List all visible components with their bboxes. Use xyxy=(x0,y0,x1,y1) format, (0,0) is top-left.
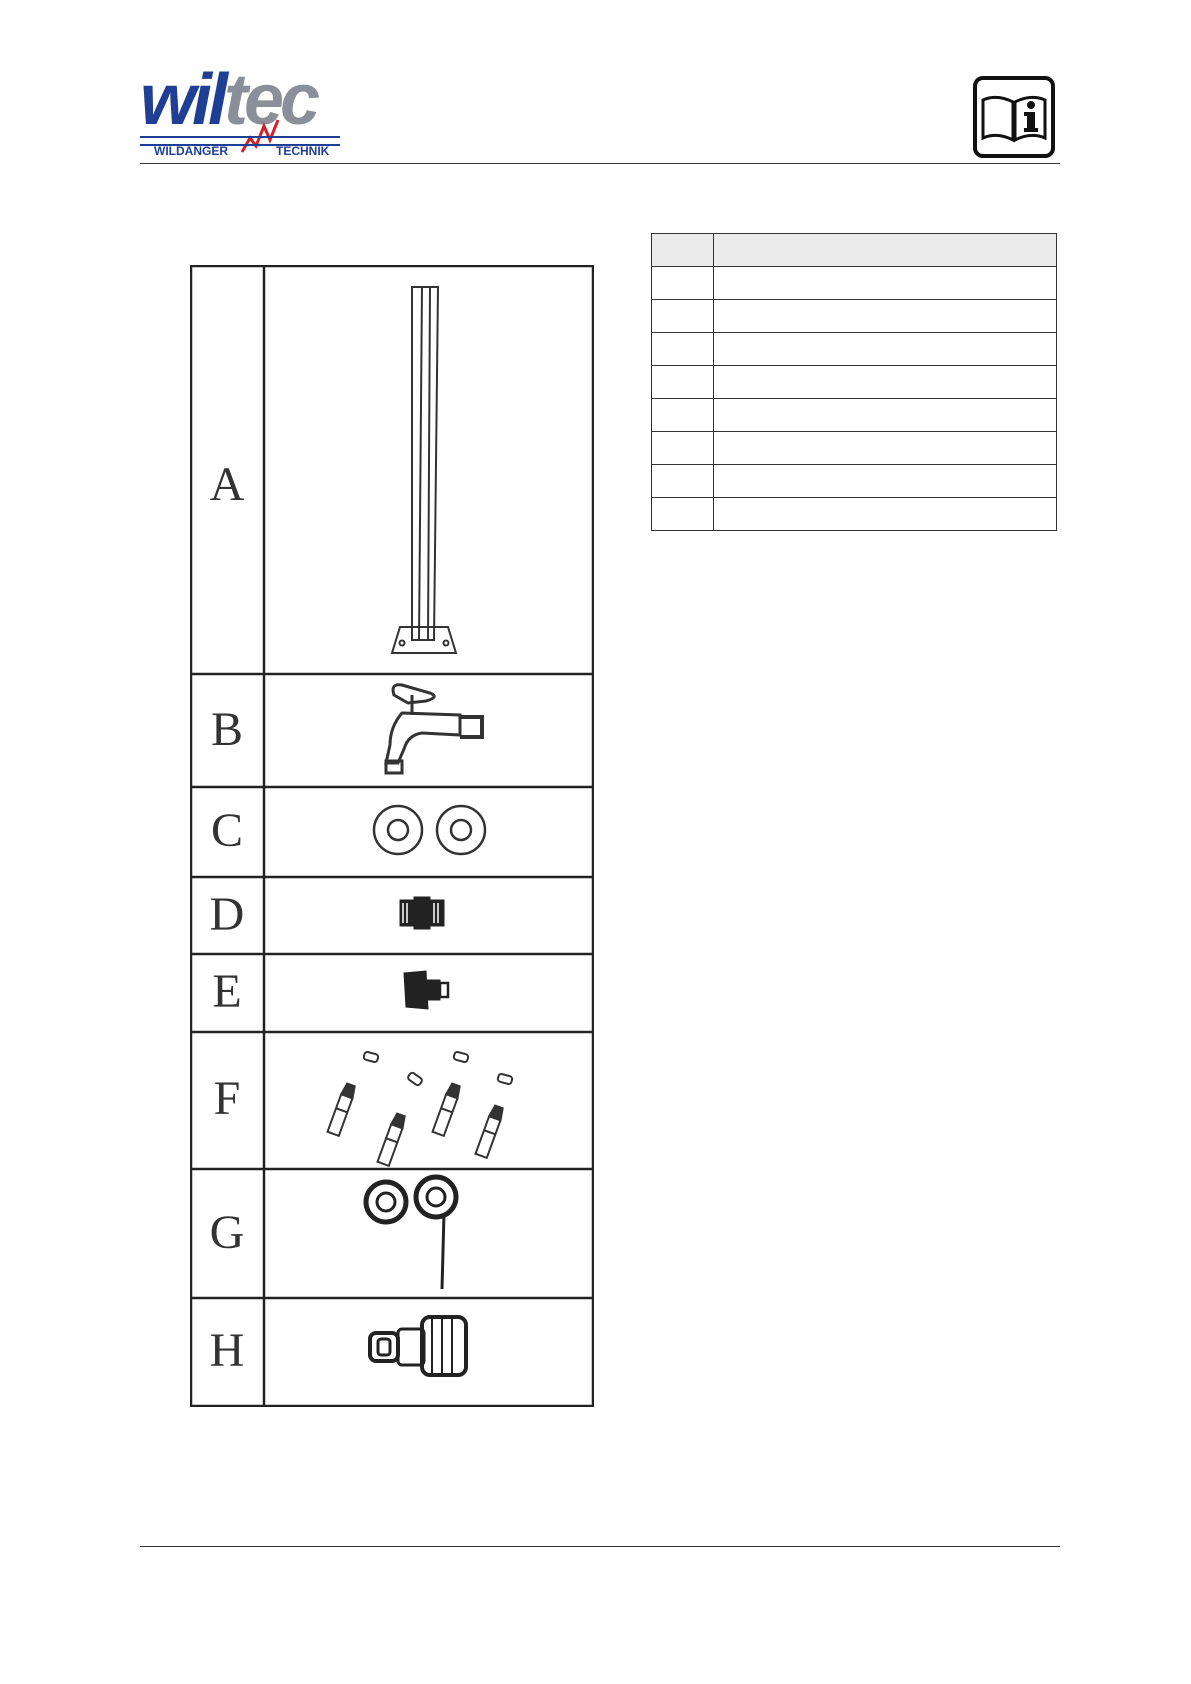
table-header-cell xyxy=(652,234,714,267)
header-rule xyxy=(140,163,1060,164)
part-letter-h: H xyxy=(209,1324,245,1377)
table-cell xyxy=(714,333,1057,366)
footer-rule xyxy=(140,1546,1060,1547)
parts-list-table xyxy=(651,233,1057,531)
part-letter-b: B xyxy=(210,703,243,756)
table-cell xyxy=(714,366,1057,399)
logo-brand-left: wil xyxy=(140,60,225,140)
part-letter-c: C xyxy=(210,804,243,857)
table-row xyxy=(652,333,1057,366)
table-row xyxy=(652,432,1057,465)
part-letter-e: E xyxy=(212,965,242,1018)
part-letter-a: A xyxy=(209,458,245,511)
page-header xyxy=(0,0,1191,170)
logo-sub-left: WILDANGER xyxy=(154,144,228,158)
part-letter-g: G xyxy=(209,1206,245,1259)
washers-icon xyxy=(374,806,485,854)
manual-info-icon xyxy=(973,76,1055,158)
anchor-bolts-icon xyxy=(328,1051,513,1166)
logo-sub-right: TECHNIK xyxy=(276,144,330,158)
parts-figure xyxy=(190,265,594,1407)
table-row xyxy=(652,267,1057,300)
wiltec-logo xyxy=(140,60,350,164)
seals-and-tool-icon xyxy=(366,1177,456,1289)
table-cell xyxy=(652,432,714,465)
hose-connector-icon xyxy=(404,971,448,1009)
table-cell xyxy=(714,465,1057,498)
table-row xyxy=(652,465,1057,498)
water-tap-icon xyxy=(386,685,482,773)
post-column-icon xyxy=(392,287,456,653)
table-cell xyxy=(652,465,714,498)
part-letter-f: F xyxy=(213,1072,241,1125)
table-cell xyxy=(652,333,714,366)
table-row xyxy=(652,399,1057,432)
table-cell xyxy=(714,498,1057,531)
table-cell xyxy=(652,399,714,432)
threaded-nipple-icon xyxy=(400,897,444,929)
table-cell xyxy=(652,300,714,333)
table-row xyxy=(652,366,1057,399)
table-header-row xyxy=(652,234,1057,267)
table-header-cell xyxy=(714,234,1057,267)
table-cell xyxy=(652,366,714,399)
table-cell xyxy=(714,300,1057,333)
table-cell xyxy=(652,498,714,531)
tap-adapter-icon xyxy=(370,1317,466,1375)
table-row xyxy=(652,300,1057,333)
logo-brand-right: tec xyxy=(224,60,317,140)
table-row xyxy=(652,498,1057,531)
table-cell xyxy=(652,267,714,300)
table-cell xyxy=(714,432,1057,465)
part-letter-d: D xyxy=(209,888,245,941)
table-cell xyxy=(714,267,1057,300)
table-cell xyxy=(714,399,1057,432)
